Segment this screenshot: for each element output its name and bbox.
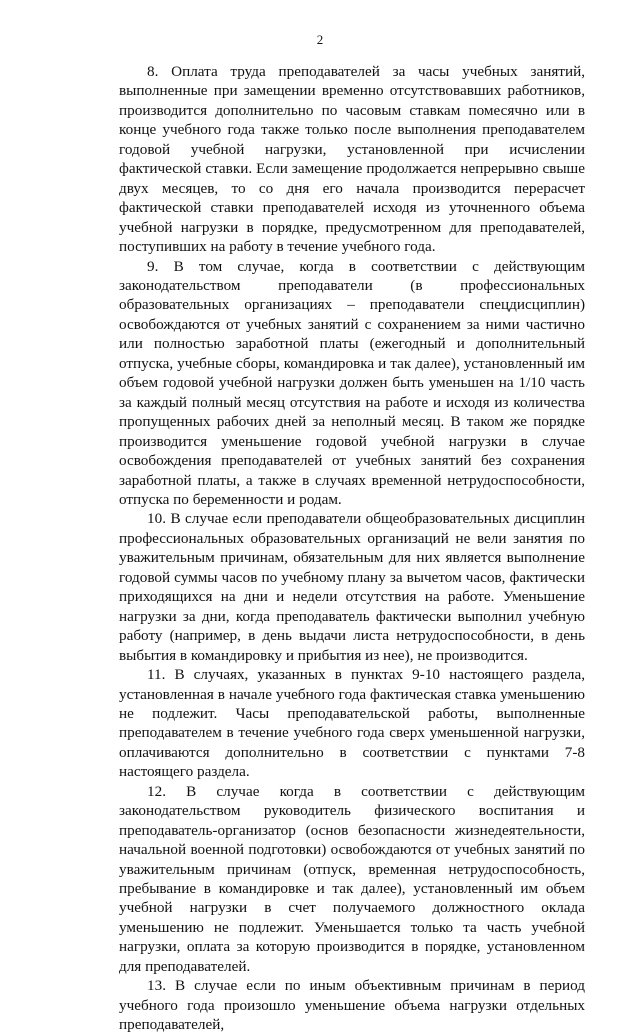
paragraph-9: 9. В том случае, когда в соответствии с действующим законодательством преподаватели (в профессиональных образовательных организациях – преподаватели спецдисциплин) освобождаются от учебных занятий с сохранением за ними частично или полностью заработной платы (ежегодный и дополнительный отпуска, учебные сборы, командировка и так далее), установленный им объем годовой учебной нагрузки должен быть уменьшен на 1/10 часть за каждый полный месяц отсутствия на работе и исходя из количества пропущенных рабочих дней за неполный месяц. В таком же порядке производится уменьшение годовой учебной нагрузки в случае освобождения преподавателей от учебных занятий без сохранения заработной платы, а также в случаях временной нетрудоспособности, отпуска по беременности и родам. — [119, 257, 585, 508]
paragraph-10: 10. В случае если преподаватели общеобразовательных дисциплин профессиональных образовательных организаций не вели занятия по уважительным причинам, обязательным для них является выполнение годовой суммы часов по учебному плану за вычетом часов, фактически приходящихся на дни и недели отсутствия на работе. Уменьшение нагрузки за дни, когда преподаватель фактически выполнил учебную работу (например, в день выдачи листа нетрудоспособности, в день выбытия в командировку и прибытия из нее), не производится. — [119, 510, 585, 664]
paragraph-8: 8. Оплата труда преподавателей за часы учебных занятий, выполненные при замещении временно отсутствовавших работников, производится дополнительно по часовым ставкам помесячно или в конце учебного года также только после выполнения преподавателем годовой учебной нагрузки, установленной при исчислении фактической ставки. Если замещение продолжается непрерывно свыше двух месяцев, то со дня его начала производится перерасчет фактической ставки преподавателей исходя из уточненного объема учебной нагрузки в порядке, предусмотренном для преподавателей, поступивших на работу в течение учебного года. — [119, 63, 585, 256]
paragraph-12: 12. В случае когда в соответствии с действующим законодательством руководитель физического воспитания и преподаватель-организатор (основ безопасности жизнедеятельности, начальной военной подготовки) освобождаются от учебных занятий по уважительным причинам (отпуск, временная нетрудоспособность, пребывание в командировке и так далее), установленный им объем учебной нагрузки в счет получаемого должностного оклада уменьшению не подлежит. Уменьшается только та часть учебной нагрузки, оплата за которую производится в порядке, установленном для преподавателей. — [119, 782, 585, 975]
document-body — [119, 62, 585, 1035]
paragraph-11: 11. В случаях, указанных в пунктах 9-10 настоящего раздела, установленная в начале учебного года фактическая ставка уменьшению не подлежит. Часы преподавательской работы, выполненные преподавателем в течение учебного года сверх уменьшенной нагрузки, оплачиваются дополнительно в соответствии с пунктами 7-8 настоящего раздела. — [119, 666, 585, 781]
paragraph-13: 13. В случае если по иным объективным причинам в период учебного года произошло уменьшение объема нагрузки отдельных преподавателей, — [119, 977, 585, 1034]
page-number: 2 — [316, 32, 324, 47]
